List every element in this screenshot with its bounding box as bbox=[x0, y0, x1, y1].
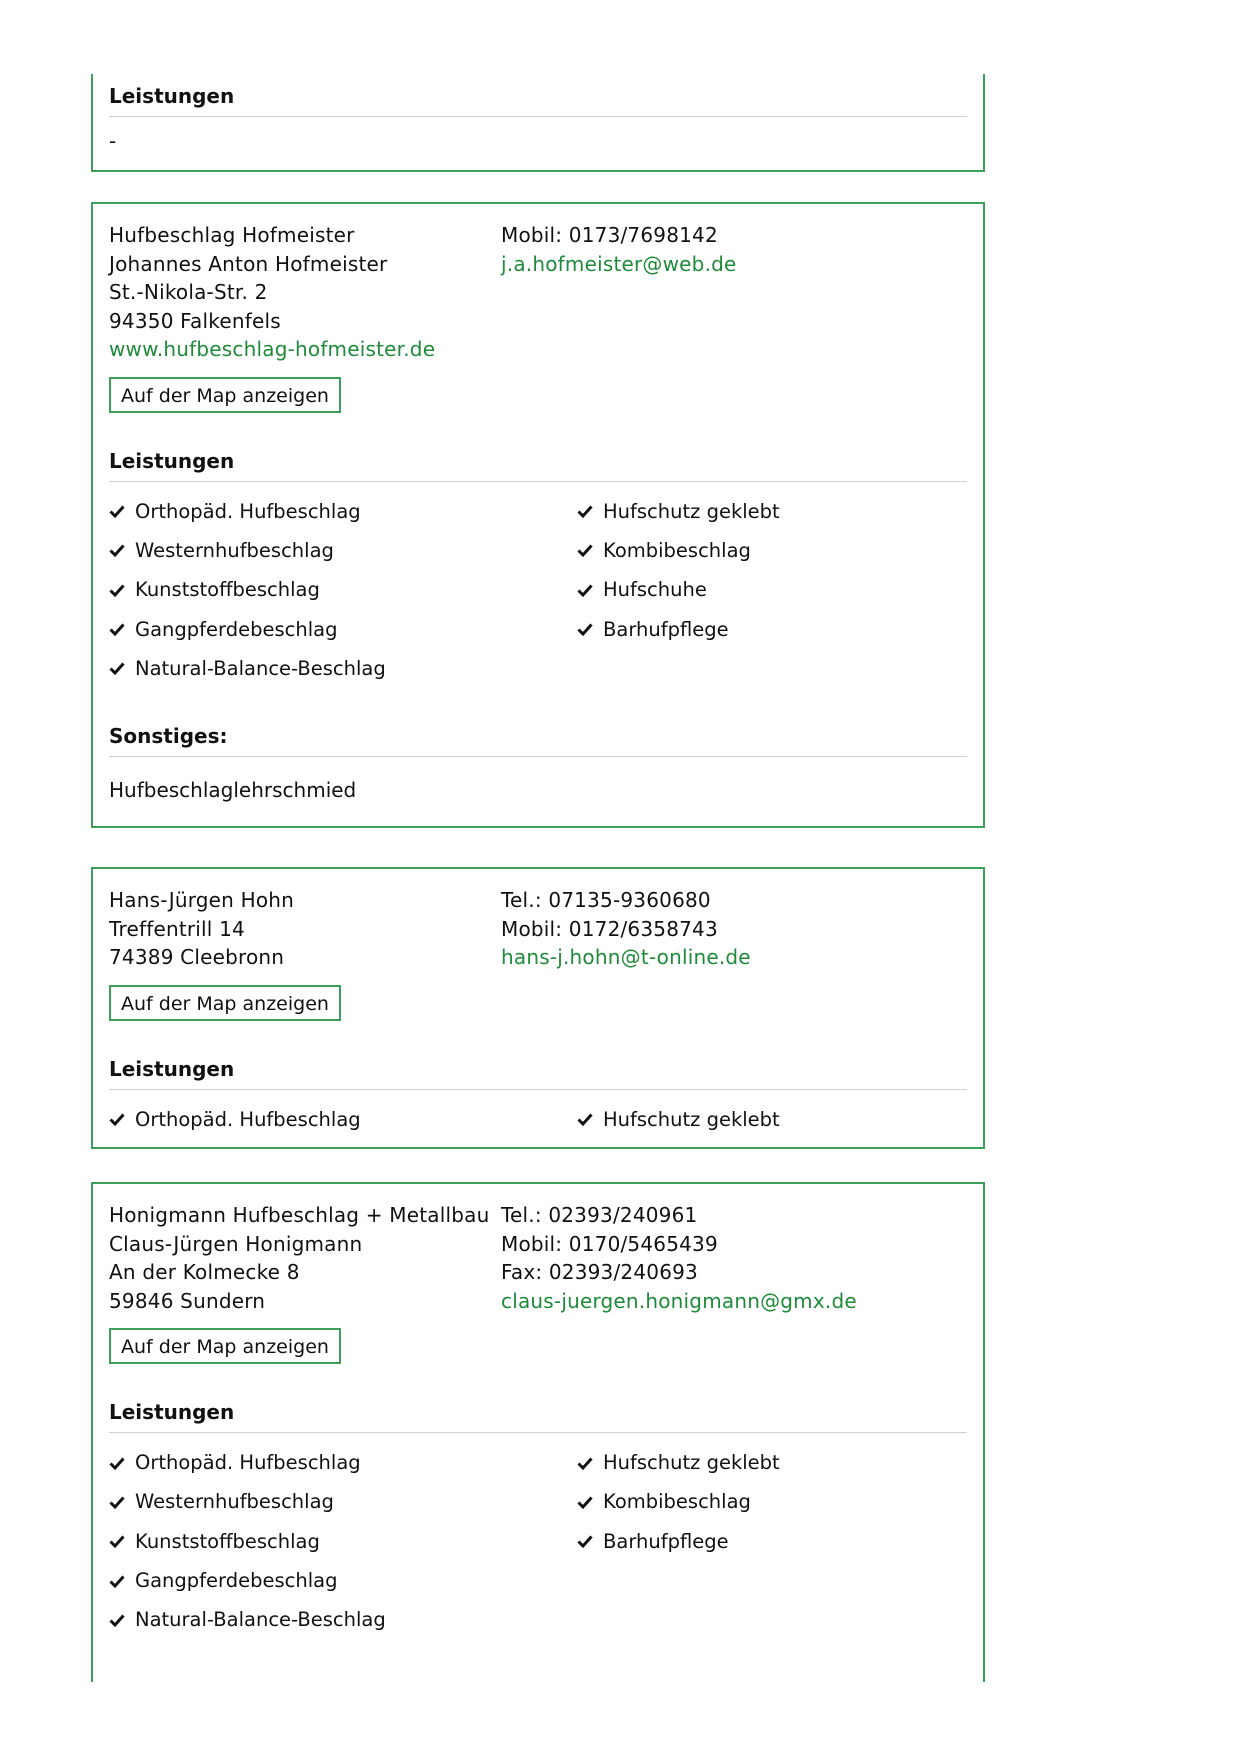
fax-number: Fax: 02393/240693 bbox=[501, 1260, 698, 1284]
check-icon bbox=[577, 1455, 593, 1471]
farrier-card-hohn bbox=[91, 867, 985, 1149]
check-icon bbox=[109, 1612, 125, 1628]
address-column bbox=[109, 221, 501, 364]
communication-column bbox=[501, 886, 967, 972]
show-on-map-button[interactable]: Auf der Map anzeigen bbox=[109, 1328, 341, 1364]
services-list bbox=[109, 1443, 967, 1639]
person-name: Claus-Jürgen Honigmann bbox=[109, 1231, 363, 1256]
service-item: Hufschuhe bbox=[577, 570, 967, 609]
check-icon bbox=[109, 1111, 125, 1127]
services-list bbox=[109, 1100, 967, 1139]
website-link[interactable]: www.hufbeschlag-hofmeister.de bbox=[109, 337, 436, 361]
service-item: Orthopäd. Hufbeschlag bbox=[109, 1443, 577, 1482]
check-icon bbox=[109, 582, 125, 598]
leistungen-heading: Leistungen bbox=[109, 1057, 967, 1090]
service-item: Orthopäd. Hufbeschlag bbox=[109, 492, 577, 531]
street: St.-Nikola-Str. 2 bbox=[109, 280, 268, 304]
leistungen-heading: Leistungen bbox=[109, 84, 967, 117]
check-icon bbox=[577, 503, 593, 519]
check-icon bbox=[577, 1494, 593, 1510]
check-icon bbox=[109, 1533, 125, 1549]
service-item: Hufschutz geklebt bbox=[577, 1100, 967, 1139]
email-link[interactable]: j.a.hofmeister@web.de bbox=[501, 251, 737, 276]
check-icon bbox=[109, 1573, 125, 1589]
email-link[interactable]: claus-juergen.honigmann@gmx.de bbox=[501, 1288, 857, 1313]
contact-block bbox=[109, 886, 967, 972]
address-column bbox=[109, 886, 501, 972]
check-icon bbox=[577, 582, 593, 598]
city: 74389 Cleebronn bbox=[109, 945, 285, 969]
person-name: Johannes Anton Hofmeister bbox=[109, 251, 388, 276]
communication-column bbox=[501, 1201, 967, 1315]
service-item: Orthopäd. Hufbeschlag bbox=[109, 1100, 577, 1139]
service-item: Kombibeschlag bbox=[577, 531, 967, 570]
service-item: Hufschutz geklebt bbox=[577, 492, 967, 531]
check-icon bbox=[577, 542, 593, 558]
service-item: Natural-Balance-Beschlag bbox=[109, 1600, 577, 1639]
show-on-map-button[interactable]: Auf der Map anzeigen bbox=[109, 985, 341, 1021]
leistungen-empty: - bbox=[109, 129, 117, 153]
address-column bbox=[109, 1201, 501, 1315]
mobile-number: Mobil: 0173/7698142 bbox=[501, 223, 718, 247]
mobile-number: Mobil: 0170/5465439 bbox=[501, 1231, 718, 1256]
check-icon bbox=[577, 621, 593, 637]
check-icon bbox=[109, 542, 125, 558]
service-item: Westernhufbeschlag bbox=[109, 531, 577, 570]
check-icon bbox=[577, 1533, 593, 1549]
street: An der Kolmecke 8 bbox=[109, 1260, 300, 1284]
show-on-map-button[interactable]: Auf der Map anzeigen bbox=[109, 377, 341, 413]
phone-number: Tel.: 02393/240961 bbox=[501, 1203, 698, 1227]
service-item: Kunststoffbeschlag bbox=[109, 1522, 577, 1561]
leistungen-heading: Leistungen bbox=[109, 1400, 967, 1433]
service-item: Barhufpflege bbox=[577, 609, 967, 648]
check-icon bbox=[109, 621, 125, 637]
contact-block bbox=[109, 1201, 967, 1315]
mobile-number: Mobil: 0172/6358743 bbox=[501, 916, 718, 941]
services-list bbox=[109, 492, 967, 688]
check-icon bbox=[109, 660, 125, 676]
check-icon bbox=[577, 1111, 593, 1127]
farrier-card-hofmeister bbox=[91, 202, 985, 828]
service-item: Natural-Balance-Beschlag bbox=[109, 649, 577, 688]
check-icon bbox=[109, 1455, 125, 1471]
farrier-card-honigmann bbox=[91, 1182, 985, 1682]
contact-block bbox=[109, 221, 967, 364]
business-name: Honigmann Hufbeschlag + Metallbau bbox=[109, 1203, 490, 1227]
farrier-card-partial bbox=[91, 74, 985, 172]
service-item: Hufschutz geklebt bbox=[577, 1443, 967, 1482]
service-item: Gangpferdebeschlag bbox=[109, 1561, 577, 1600]
service-item: Barhufpflege bbox=[577, 1522, 967, 1561]
communication-column bbox=[501, 221, 967, 364]
sonstiges-text: Hufbeschlaglehrschmied bbox=[109, 777, 357, 802]
email-link[interactable]: hans-j.hohn@t-online.de bbox=[501, 945, 751, 969]
service-item: Gangpferdebeschlag bbox=[109, 609, 577, 648]
service-item: Kombibeschlag bbox=[577, 1482, 967, 1521]
check-icon bbox=[109, 1494, 125, 1510]
service-item: Westernhufbeschlag bbox=[109, 1482, 577, 1521]
phone-number: Tel.: 07135-9360680 bbox=[501, 888, 711, 912]
person-name: Hans-Jürgen Hohn bbox=[109, 888, 295, 912]
business-name: Hufbeschlag Hofmeister bbox=[109, 223, 355, 247]
service-item: Kunststoffbeschlag bbox=[109, 570, 577, 609]
check-icon bbox=[109, 503, 125, 519]
city: 59846 Sundern bbox=[109, 1288, 266, 1313]
sonstiges-heading: Sonstiges: bbox=[109, 724, 967, 757]
leistungen-heading: Leistungen bbox=[109, 449, 967, 482]
city: 94350 Falkenfels bbox=[109, 308, 281, 333]
street: Treffentrill 14 bbox=[109, 916, 245, 941]
